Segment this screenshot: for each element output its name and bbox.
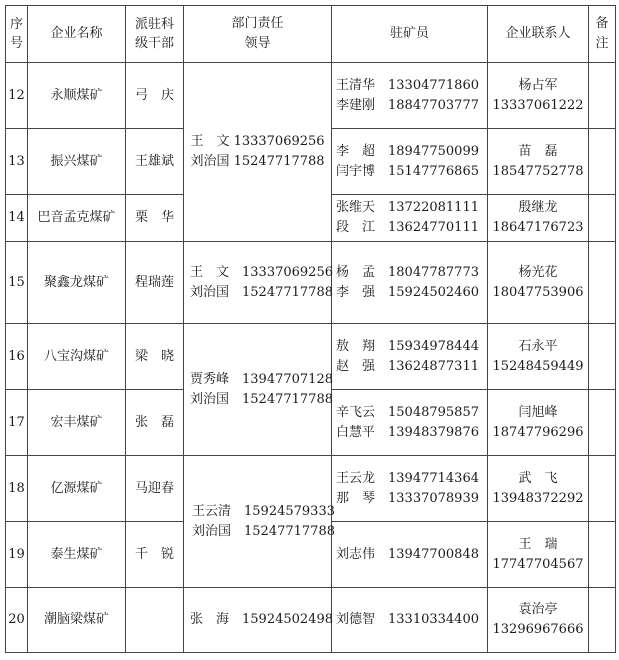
cadre-name: 马迎春 [126, 456, 184, 522]
note-cell [589, 588, 616, 653]
contact-cell: 苗 磊 18547752778 [488, 129, 589, 195]
contact-cell: 袁治亭 13296967666 [488, 588, 589, 653]
note-cell [589, 129, 616, 195]
company-name: 聚鑫龙煤矿 [28, 242, 126, 324]
row-number: 18 [6, 456, 28, 522]
mine-assignment-table [5, 5, 616, 653]
company-name: 泰生煤矿 [28, 522, 126, 588]
cadre-name: 千 锐 [126, 522, 184, 588]
dept-leader-cell: 王 文 13337069256 刘治国 15247717788 [184, 63, 332, 242]
cadre-name [126, 588, 184, 653]
contact-cell: 石永平 15248459449 [488, 324, 589, 390]
cadre-name: 程瑞莲 [126, 242, 184, 324]
resident-cell: 张维天 13722081111 段 江 13624770111 [332, 195, 488, 242]
header-cadre: 派驻科级干部 [126, 6, 184, 63]
company-name: 亿源煤矿 [28, 456, 126, 522]
company-name: 巴音孟克煤矿 [28, 195, 126, 242]
resident-cell: 刘德智 13310334400 [332, 588, 488, 653]
resident-cell: 李 超 18947750099 闫宇博 15147776865 [332, 129, 488, 195]
dept-leader-cell: 张 海 15924502498 [184, 588, 332, 653]
table-row [6, 324, 616, 390]
header-dept-leader: 部门责任 领导 [184, 6, 332, 63]
note-cell [589, 63, 616, 129]
resident-cell: 王云龙 13947714364 那 琴 13337078939 [332, 456, 488, 522]
cadre-name: 张 磊 [126, 390, 184, 456]
note-cell [589, 456, 616, 522]
row-number: 19 [6, 522, 28, 588]
row-number: 13 [6, 129, 28, 195]
resident-cell: 敖 翔 15934978444 赵 强 13624877311 [332, 324, 488, 390]
row-number: 17 [6, 390, 28, 456]
contact-cell: 闫旭峰 18747796296 [488, 390, 589, 456]
row-number: 12 [6, 63, 28, 129]
row-number: 14 [6, 195, 28, 242]
header-seq: 序号 [6, 6, 28, 63]
table-row [6, 588, 616, 653]
table-row [6, 456, 616, 522]
cadre-name: 弓 庆 [126, 63, 184, 129]
company-name: 宏丰煤矿 [28, 390, 126, 456]
cadre-name: 王雄斌 [126, 129, 184, 195]
table-row [6, 63, 616, 129]
resident-cell: 杨 孟 18047787773 李 强 15924502460 [332, 242, 488, 324]
cadre-name: 栗 华 [126, 195, 184, 242]
dept-leader-cell: 王 文 13337069256 刘治国 15247717788 [184, 242, 332, 324]
contact-cell: 殷继龙 18647176723 [488, 195, 589, 242]
dept-leader-cell: 王云清 15924579333 刘治国 15247717788 [184, 456, 332, 588]
row-number: 20 [6, 588, 28, 653]
header-note: 备 注 [589, 6, 616, 63]
header-resident: 驻矿员 [332, 6, 488, 63]
company-name: 永顺煤矿 [28, 63, 126, 129]
row-number: 16 [6, 324, 28, 390]
note-cell [589, 324, 616, 390]
note-cell [589, 522, 616, 588]
note-cell [589, 195, 616, 242]
note-cell [589, 390, 616, 456]
company-name: 潮脑梁煤矿 [28, 588, 126, 653]
row-number: 15 [6, 242, 28, 324]
contact-cell: 杨光花 18047753906 [488, 242, 589, 324]
dept-leader-cell: 贾秀峰 13947707128 刘治国 15247717788 [184, 324, 332, 456]
company-name: 振兴煤矿 [28, 129, 126, 195]
table-row [6, 242, 616, 324]
resident-cell: 王清华 13304771860 李建刚 18847703777 [332, 63, 488, 129]
header-contact: 企业联系人 [488, 6, 589, 63]
contact-cell: 王 瑞 17747704567 [488, 522, 589, 588]
company-name: 八宝沟煤矿 [28, 324, 126, 390]
resident-cell: 辛飞云 15048795857 白慧平 13948379876 [332, 390, 488, 456]
contact-cell: 武 飞 13948372292 [488, 456, 589, 522]
note-cell [589, 242, 616, 324]
cadre-name: 梁 晓 [126, 324, 184, 390]
contact-cell: 杨占军 13337061222 [488, 63, 589, 129]
resident-cell: 刘志伟 13947700848 [332, 522, 488, 588]
header-row [6, 6, 616, 63]
header-company: 企业名称 [28, 6, 126, 63]
